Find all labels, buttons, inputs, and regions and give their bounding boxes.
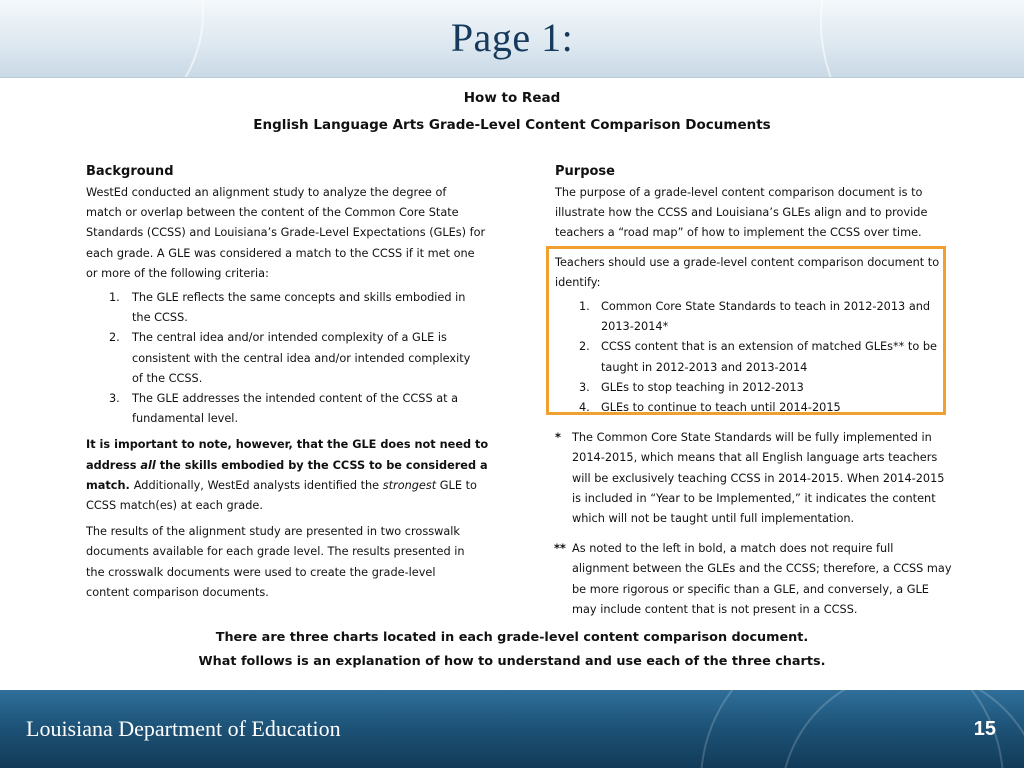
slide-footer xyxy=(0,690,1024,768)
text-line: may include content that is not present in a CCSS. xyxy=(572,602,858,616)
slide-title: Page 1: xyxy=(450,15,574,60)
text-run: the skills embodied by the CCSS to be considered a xyxy=(155,458,488,472)
text-line: Teachers should use a grade-level content comparison document to xyxy=(555,255,940,269)
list-item xyxy=(86,328,496,389)
text-run: address xyxy=(86,458,141,472)
bottom-line-1: There are three charts located in each grade-level content comparison document. xyxy=(215,630,809,645)
text-line: is included in “Year to be Implemented,” it indicates the content xyxy=(572,491,936,505)
text-line: consistent with the central idea and/or intended complexity xyxy=(132,351,471,365)
text-line: Common Core State Standards to teach in 2012-2013 and xyxy=(601,300,931,314)
background-intro xyxy=(86,183,496,284)
text-line: identify: xyxy=(555,275,601,289)
list-number: 1. xyxy=(109,291,120,305)
background-section xyxy=(86,164,496,603)
criteria-list xyxy=(86,288,496,429)
footnote-single xyxy=(555,428,955,529)
footnote xyxy=(555,428,955,529)
text-line: CCSS match(es) at each grade. xyxy=(86,499,263,513)
text-line: alignment between the GLEs and the CCSS; therefore, a CCSS may xyxy=(572,562,952,576)
list-number: 4. xyxy=(579,401,590,415)
text-line: content comparison documents. xyxy=(86,585,269,599)
text-line: Standards (CCSS) and Louisiana’s Grade-Level Expectations (GLEs) for xyxy=(86,226,486,240)
text-line: GLEs to continue to teach until 2014-2015 xyxy=(601,401,841,415)
document-page xyxy=(62,86,962,686)
purpose-intro xyxy=(555,183,955,244)
text-line: WestEd conducted an alignment study to analyze the degree of xyxy=(86,186,447,199)
text-line: The central idea and/or intended complexity of a GLE is xyxy=(132,331,447,345)
list-item xyxy=(86,389,496,429)
text-line: fundamental level. xyxy=(132,412,239,426)
slide-header xyxy=(0,0,1024,78)
text-line: will be exclusively teaching CCSS in 2014-2015. When 2014-2015 xyxy=(572,471,945,485)
text-line: each grade. A GLE was considered a match to the CCSS if it met one xyxy=(86,246,475,260)
text-line: 2014-2015, which means that all English language arts teachers xyxy=(572,451,938,465)
list-number: 1. xyxy=(579,300,590,314)
emphasis-text: all xyxy=(140,458,156,472)
footnote-mark: * xyxy=(555,431,561,445)
text-line: As noted to the left in bold, a match does not require full xyxy=(572,542,894,556)
text-line: documents available for each grade level. The results presented in xyxy=(86,545,465,559)
text-line: The purpose of a grade-level content comparison document is to xyxy=(555,186,923,199)
text-line xyxy=(86,456,496,476)
list-number: 2. xyxy=(109,331,120,345)
text-line: 2013-2014* xyxy=(601,320,669,334)
text-line: The results of the alignment study are presented in two crosswalk xyxy=(86,525,460,539)
text-line: teachers a “road map” of how to implement the CCSS over time. xyxy=(555,226,922,240)
text-line: which will not be taught until full implementation. xyxy=(572,512,855,526)
doc-title-line2: English Language Arts Grade-Level Content Comparison Documents xyxy=(253,117,771,133)
identify-list xyxy=(555,297,955,418)
text-run: match. xyxy=(86,478,134,492)
footnote-double xyxy=(555,539,955,620)
text-line: the CCSS. xyxy=(132,311,188,325)
purpose-heading: Purpose xyxy=(555,164,615,179)
text-line: match or overlap between the content of the Common Core State xyxy=(86,206,459,220)
background-heading: Background xyxy=(86,164,174,179)
footer-organization: Louisiana Department of Education xyxy=(26,716,341,741)
list-item xyxy=(86,288,496,328)
doc-title-line1: How to Read xyxy=(463,90,561,106)
text-line: of the CCSS. xyxy=(132,371,203,385)
page-number: 15 xyxy=(973,718,996,740)
text-line: or more of the following criteria: xyxy=(86,266,269,280)
list-item xyxy=(555,337,955,377)
emphasis-text: strongest xyxy=(382,478,437,492)
list-item xyxy=(555,398,955,418)
list-number: 2. xyxy=(579,340,590,354)
text-line: The GLE reflects the same concepts and skills embodied in xyxy=(132,291,466,305)
footnote xyxy=(555,539,955,620)
text-run: Additionally, WestEd analysts identified the xyxy=(133,478,383,492)
text-line xyxy=(86,476,496,496)
footnote-mark: ** xyxy=(554,542,566,556)
list-item xyxy=(555,378,955,398)
list-number: 3. xyxy=(109,392,120,406)
text-line: be more rigorous or specific than a GLE, and conversely, a GLE xyxy=(572,582,929,596)
text-line: The Common Core State Standards will be fully implemented in xyxy=(572,431,932,445)
text-line: It is important to note, however, that the GLE does not need to xyxy=(86,438,489,452)
text-line: illustrate how the CCSS and Louisiana’s GLEs align and to provide xyxy=(555,206,928,220)
list-item xyxy=(555,297,955,337)
purpose-section xyxy=(555,164,955,620)
text-line: CCSS content that is an extension of matched GLEs** to be xyxy=(601,340,937,354)
text-line: taught in 2012-2013 and 2013-2014 xyxy=(601,360,808,374)
results-paragraph xyxy=(86,522,496,603)
bottom-line-2: What follows is an explanation of how to understand and use each of the three charts. xyxy=(198,654,826,669)
text-run: GLE to xyxy=(436,478,477,492)
bold-note xyxy=(86,435,496,516)
list-number: 3. xyxy=(579,380,590,394)
text-line: GLEs to stop teaching in 2012-2013 xyxy=(601,380,804,394)
text-line: The GLE addresses the intended content of the CCSS at a xyxy=(132,392,459,406)
text-line: the crosswalk documents were used to create the grade-level xyxy=(86,565,436,579)
identify-intro xyxy=(555,253,955,293)
